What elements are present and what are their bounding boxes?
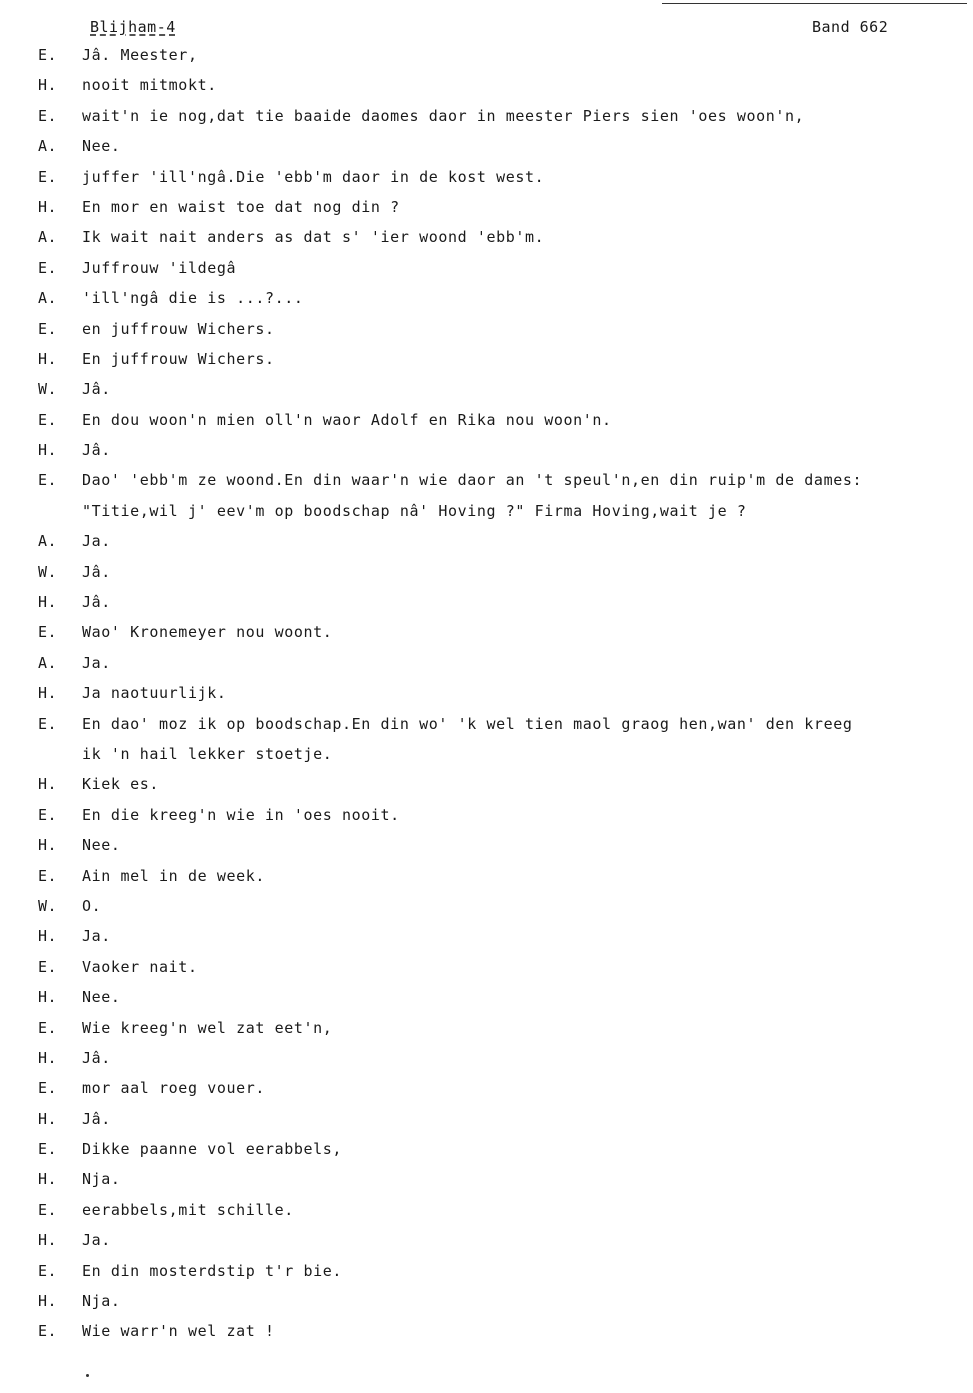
transcript-line (0, 836, 973, 866)
speaker-label: E. (38, 805, 58, 824)
transcript-line (0, 654, 973, 684)
speaker-label: E. (38, 410, 58, 429)
transcript-line (0, 532, 973, 562)
transcript-line (0, 563, 973, 593)
utterance-text: Wao' Kronemeyer nou woont. (82, 623, 333, 642)
utterance-text: eerabbels,mit schille. (82, 1200, 294, 1219)
utterance-text: juffer 'ill'ngâ.Die 'ebb'm daor in de kost west. (82, 167, 545, 186)
transcript-line (0, 1322, 973, 1352)
speaker-label: A. (38, 137, 58, 156)
utterance-text: "Titie,wil j' eev'm op boodschap nâ' Hoving ?" Firma Hoving,wait je ? (82, 501, 747, 520)
speaker-label: A. (38, 228, 58, 247)
utterance-text: Jâ. (82, 562, 111, 581)
transcript-line (0, 593, 973, 623)
speaker-label: W. (38, 896, 58, 915)
speaker-label: H. (38, 836, 58, 855)
utterance-text: Wie warr'n wel zat ! (82, 1322, 275, 1341)
transcript-line (0, 259, 973, 289)
utterance-text: En dou woon'n mien oll'n waor Adolf en Rika nou woon'n. (82, 410, 612, 429)
speaker-label: E. (38, 1200, 58, 1219)
utterance-text: Nja. (82, 1292, 121, 1311)
speaker-label: H. (38, 775, 58, 794)
utterance-text: En die kreeg'n wie in 'oes nooit. (82, 805, 400, 824)
utterance-text: Jâ. Meester, (82, 46, 198, 64)
utterance-text: Nee. (82, 137, 121, 156)
transcript-line (0, 380, 973, 410)
transcript-line (0, 46, 973, 76)
utterance-text: Jâ. (82, 1109, 111, 1128)
utterance-text: nooit mitmokt. (82, 76, 217, 95)
transcript-line (0, 745, 973, 775)
speaker-label: E. (38, 1322, 58, 1341)
speaker-label: E. (38, 1261, 58, 1280)
speaker-label: E. (38, 319, 58, 338)
speaker-label: H. (38, 197, 58, 216)
transcript-line (0, 137, 973, 167)
utterance-text: Ja. (82, 532, 111, 551)
speaker-label: H. (38, 1170, 58, 1189)
utterance-text: Nee. (82, 988, 121, 1007)
utterance-text: En din mosterdstip t'r bie. (82, 1261, 343, 1280)
speaker-label: W. (38, 562, 58, 581)
speaker-label: H. (38, 441, 58, 460)
speaker-label: H. (38, 684, 58, 703)
transcript-line (0, 623, 973, 653)
speaker-label: H. (38, 1231, 58, 1250)
transcript-line (0, 958, 973, 988)
transcript-line (0, 471, 973, 501)
document-title: Blijham-4 (90, 18, 176, 36)
utterance-text: wait'n ie nog,dat tie baaide daomes daor in meester Piers sien 'oes woon'n, (82, 106, 805, 125)
transcript-line (0, 1079, 973, 1109)
transcript-line (0, 76, 973, 106)
speaker-label: H. (38, 1109, 58, 1128)
utterance-text: Ain mel in de week. (82, 866, 265, 885)
speaker-label: E. (38, 258, 58, 277)
utterance-text: En juffrouw Wichers. (82, 349, 275, 368)
speaker-label: E. (38, 106, 58, 125)
speaker-label: H. (38, 927, 58, 946)
transcript-line (0, 1110, 973, 1140)
speaker-label: W. (38, 380, 58, 399)
transcript-line (0, 198, 973, 228)
stray-mark (86, 1374, 89, 1377)
transcript-line (0, 411, 973, 441)
speaker-label: A. (38, 532, 58, 551)
speaker-label: E. (38, 167, 58, 186)
transcript-line (0, 927, 973, 957)
speaker-label: H. (38, 1292, 58, 1311)
utterance-text: En mor en waist toe dat nog din ? (82, 197, 400, 216)
transcript-line (0, 1231, 973, 1261)
transcript-line (0, 502, 973, 532)
transcript-line (0, 1019, 973, 1049)
speaker-label: E. (38, 1018, 58, 1037)
utterance-text: Jâ. (82, 593, 111, 612)
utterance-text: Juffrouw 'ildegâ (82, 258, 237, 277)
transcript-line (0, 1201, 973, 1231)
utterance-text: Ik wait nait anders as dat s' 'ier woond 'ebb'm. (82, 228, 545, 247)
transcript-line (0, 168, 973, 198)
speaker-label: E. (38, 46, 58, 64)
speaker-label: H. (38, 76, 58, 95)
utterance-text: Nja. (82, 1170, 121, 1189)
utterance-text: Dikke paanne vol eerabbels, (82, 1140, 343, 1159)
transcript-line (0, 441, 973, 471)
speaker-label: A. (38, 289, 58, 308)
top-rule (662, 3, 967, 4)
transcript-line (0, 289, 973, 319)
transcript-line (0, 867, 973, 897)
speaker-label: E. (38, 866, 58, 885)
speaker-label: E. (38, 1079, 58, 1098)
utterance-text: Ja. (82, 653, 111, 672)
utterance-text: Jâ. (82, 380, 111, 399)
utterance-text: En dao' moz ik op boodschap.En din wo' 'k wel tien maol graog hen,wan' den kreeg (82, 714, 853, 733)
transcript-line (0, 806, 973, 836)
band-number: Band 662 (812, 18, 889, 36)
transcript-lines (0, 46, 973, 1353)
transcript-line (0, 684, 973, 714)
utterance-text: Ja. (82, 1231, 111, 1250)
utterance-text: en juffrouw Wichers. (82, 319, 275, 338)
transcript-line (0, 897, 973, 927)
speaker-label: E. (38, 957, 58, 976)
transcript-line (0, 715, 973, 745)
utterance-text: Dao' 'ebb'm ze woond.En din waar'n wie daor an 't speul'n,en din ruip'm de dames: (82, 471, 863, 490)
transcript-line (0, 1292, 973, 1322)
utterance-text: Jâ. (82, 441, 111, 460)
speaker-label: E. (38, 471, 58, 490)
utterance-text: Nee. (82, 836, 121, 855)
utterance-text: Kiek es. (82, 775, 160, 794)
utterance-text: ik 'n hail lekker stoetje. (82, 744, 333, 763)
transcript-line (0, 1140, 973, 1170)
speaker-label: A. (38, 653, 58, 672)
transcript-line (0, 1262, 973, 1292)
transcript-line (0, 350, 973, 380)
utterance-text: mor aal roeg vouer. (82, 1079, 265, 1098)
utterance-text: Vaoker nait. (82, 957, 198, 976)
utterance-text: Ja naotuurlijk. (82, 684, 227, 703)
transcript-line (0, 1049, 973, 1079)
speaker-label: H. (38, 988, 58, 1007)
utterance-text: Jâ. (82, 1048, 111, 1067)
speaker-label: H. (38, 593, 58, 612)
transcript-line (0, 988, 973, 1018)
speaker-label: E. (38, 623, 58, 642)
speaker-label: E. (38, 1140, 58, 1159)
utterance-text: O. (82, 896, 102, 915)
utterance-text: 'ill'ngâ die is ...?... (82, 289, 304, 308)
utterance-text: Ja. (82, 927, 111, 946)
transcript-line (0, 320, 973, 350)
speaker-label: E. (38, 714, 58, 733)
speaker-label: H. (38, 349, 58, 368)
transcript-line (0, 775, 973, 805)
utterance-text: Wie kreeg'n wel zat eet'n, (82, 1018, 333, 1037)
speaker-label: H. (38, 1048, 58, 1067)
transcript-line (0, 107, 973, 137)
transcript-line (0, 228, 973, 258)
transcript-line (0, 1170, 973, 1200)
